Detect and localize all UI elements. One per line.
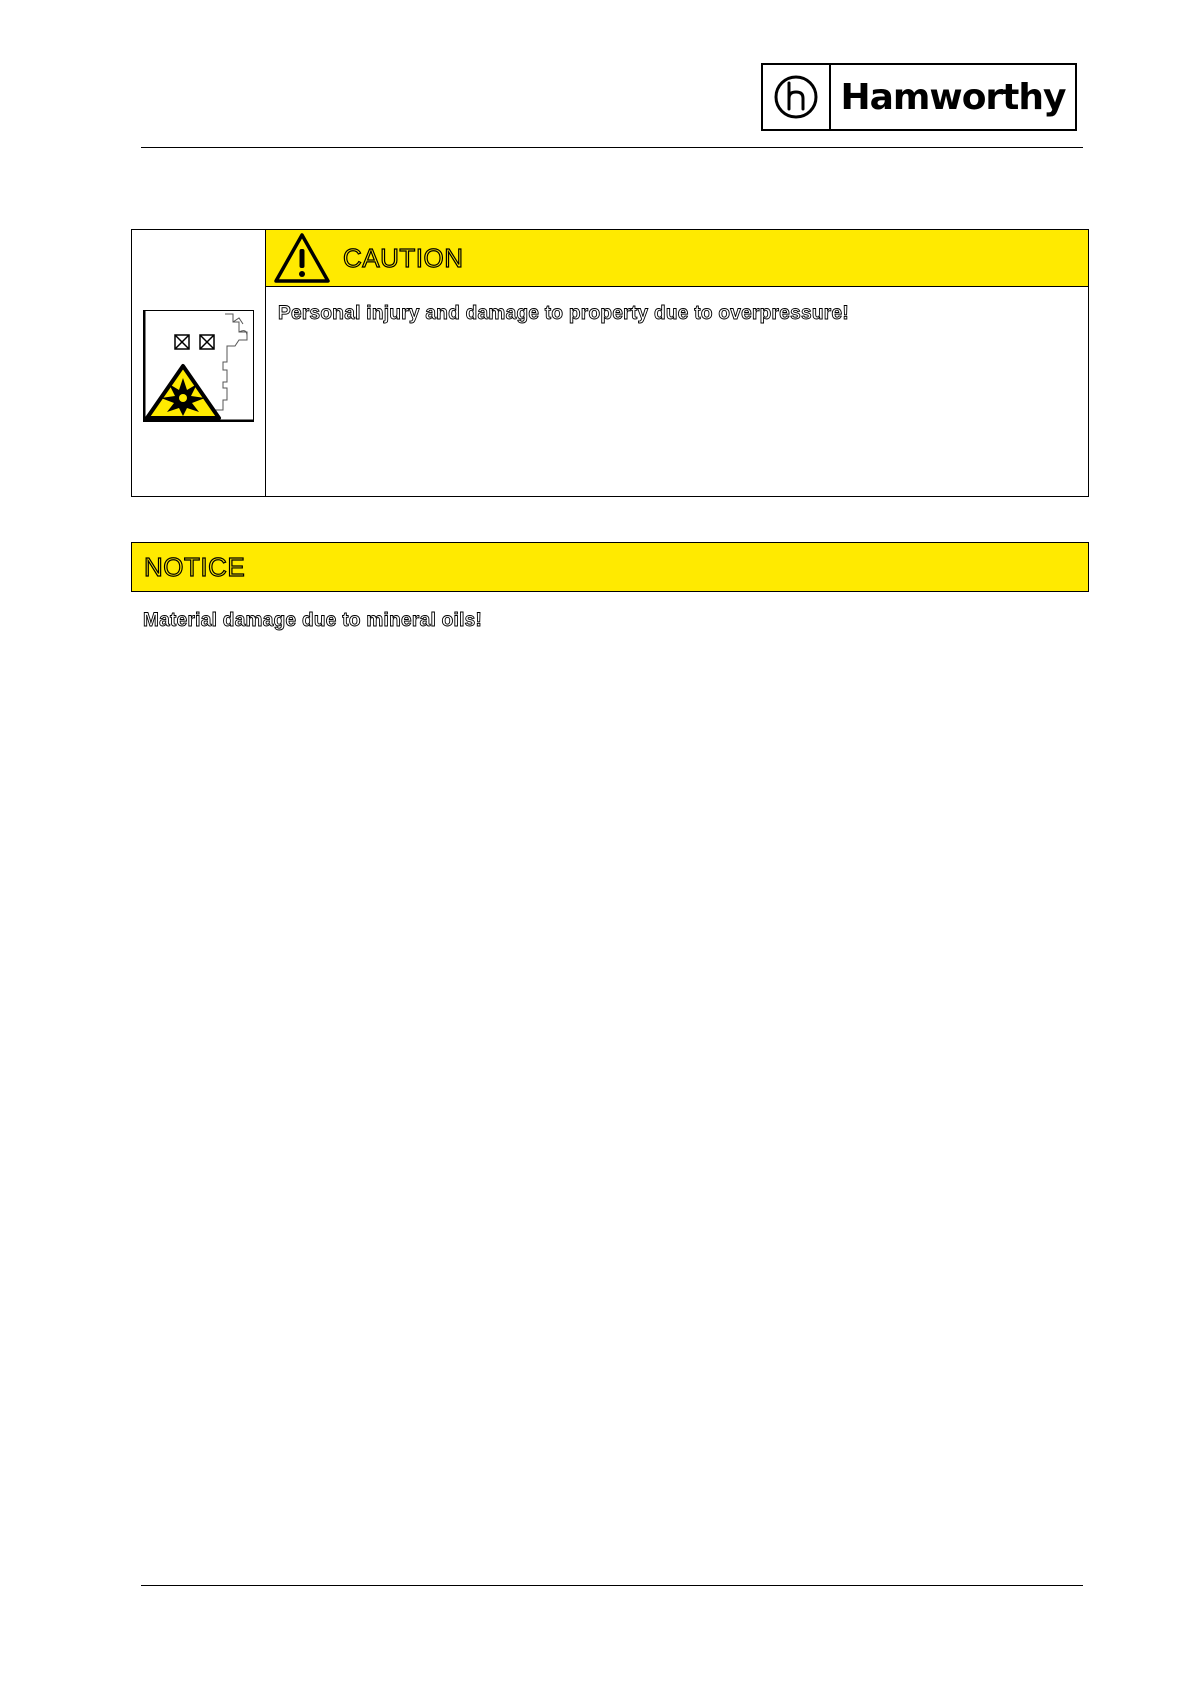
overpressure-explosion-pictogram-icon xyxy=(143,310,254,422)
caution-content xyxy=(266,230,1088,496)
logo-brand-text: Hamworthy xyxy=(840,76,1066,118)
h-circle-logo-icon xyxy=(763,65,831,129)
notice-title: NOTICE xyxy=(144,551,246,582)
warning-triangle-icon xyxy=(273,232,331,284)
hamworthy-logo xyxy=(761,63,1077,131)
footer-divider xyxy=(141,1585,1083,1586)
caution-title: CAUTION xyxy=(343,242,464,273)
caution-panel xyxy=(131,229,1089,497)
notice-message: Material damage due to mineral oils! xyxy=(143,610,483,631)
caution-pictogram-cell xyxy=(132,230,266,496)
header-divider xyxy=(141,147,1083,148)
caution-message: Personal injury and damage to property due to overpressure! xyxy=(278,303,849,324)
notice-header-bar xyxy=(131,542,1089,592)
caution-header-bar xyxy=(266,230,1088,287)
